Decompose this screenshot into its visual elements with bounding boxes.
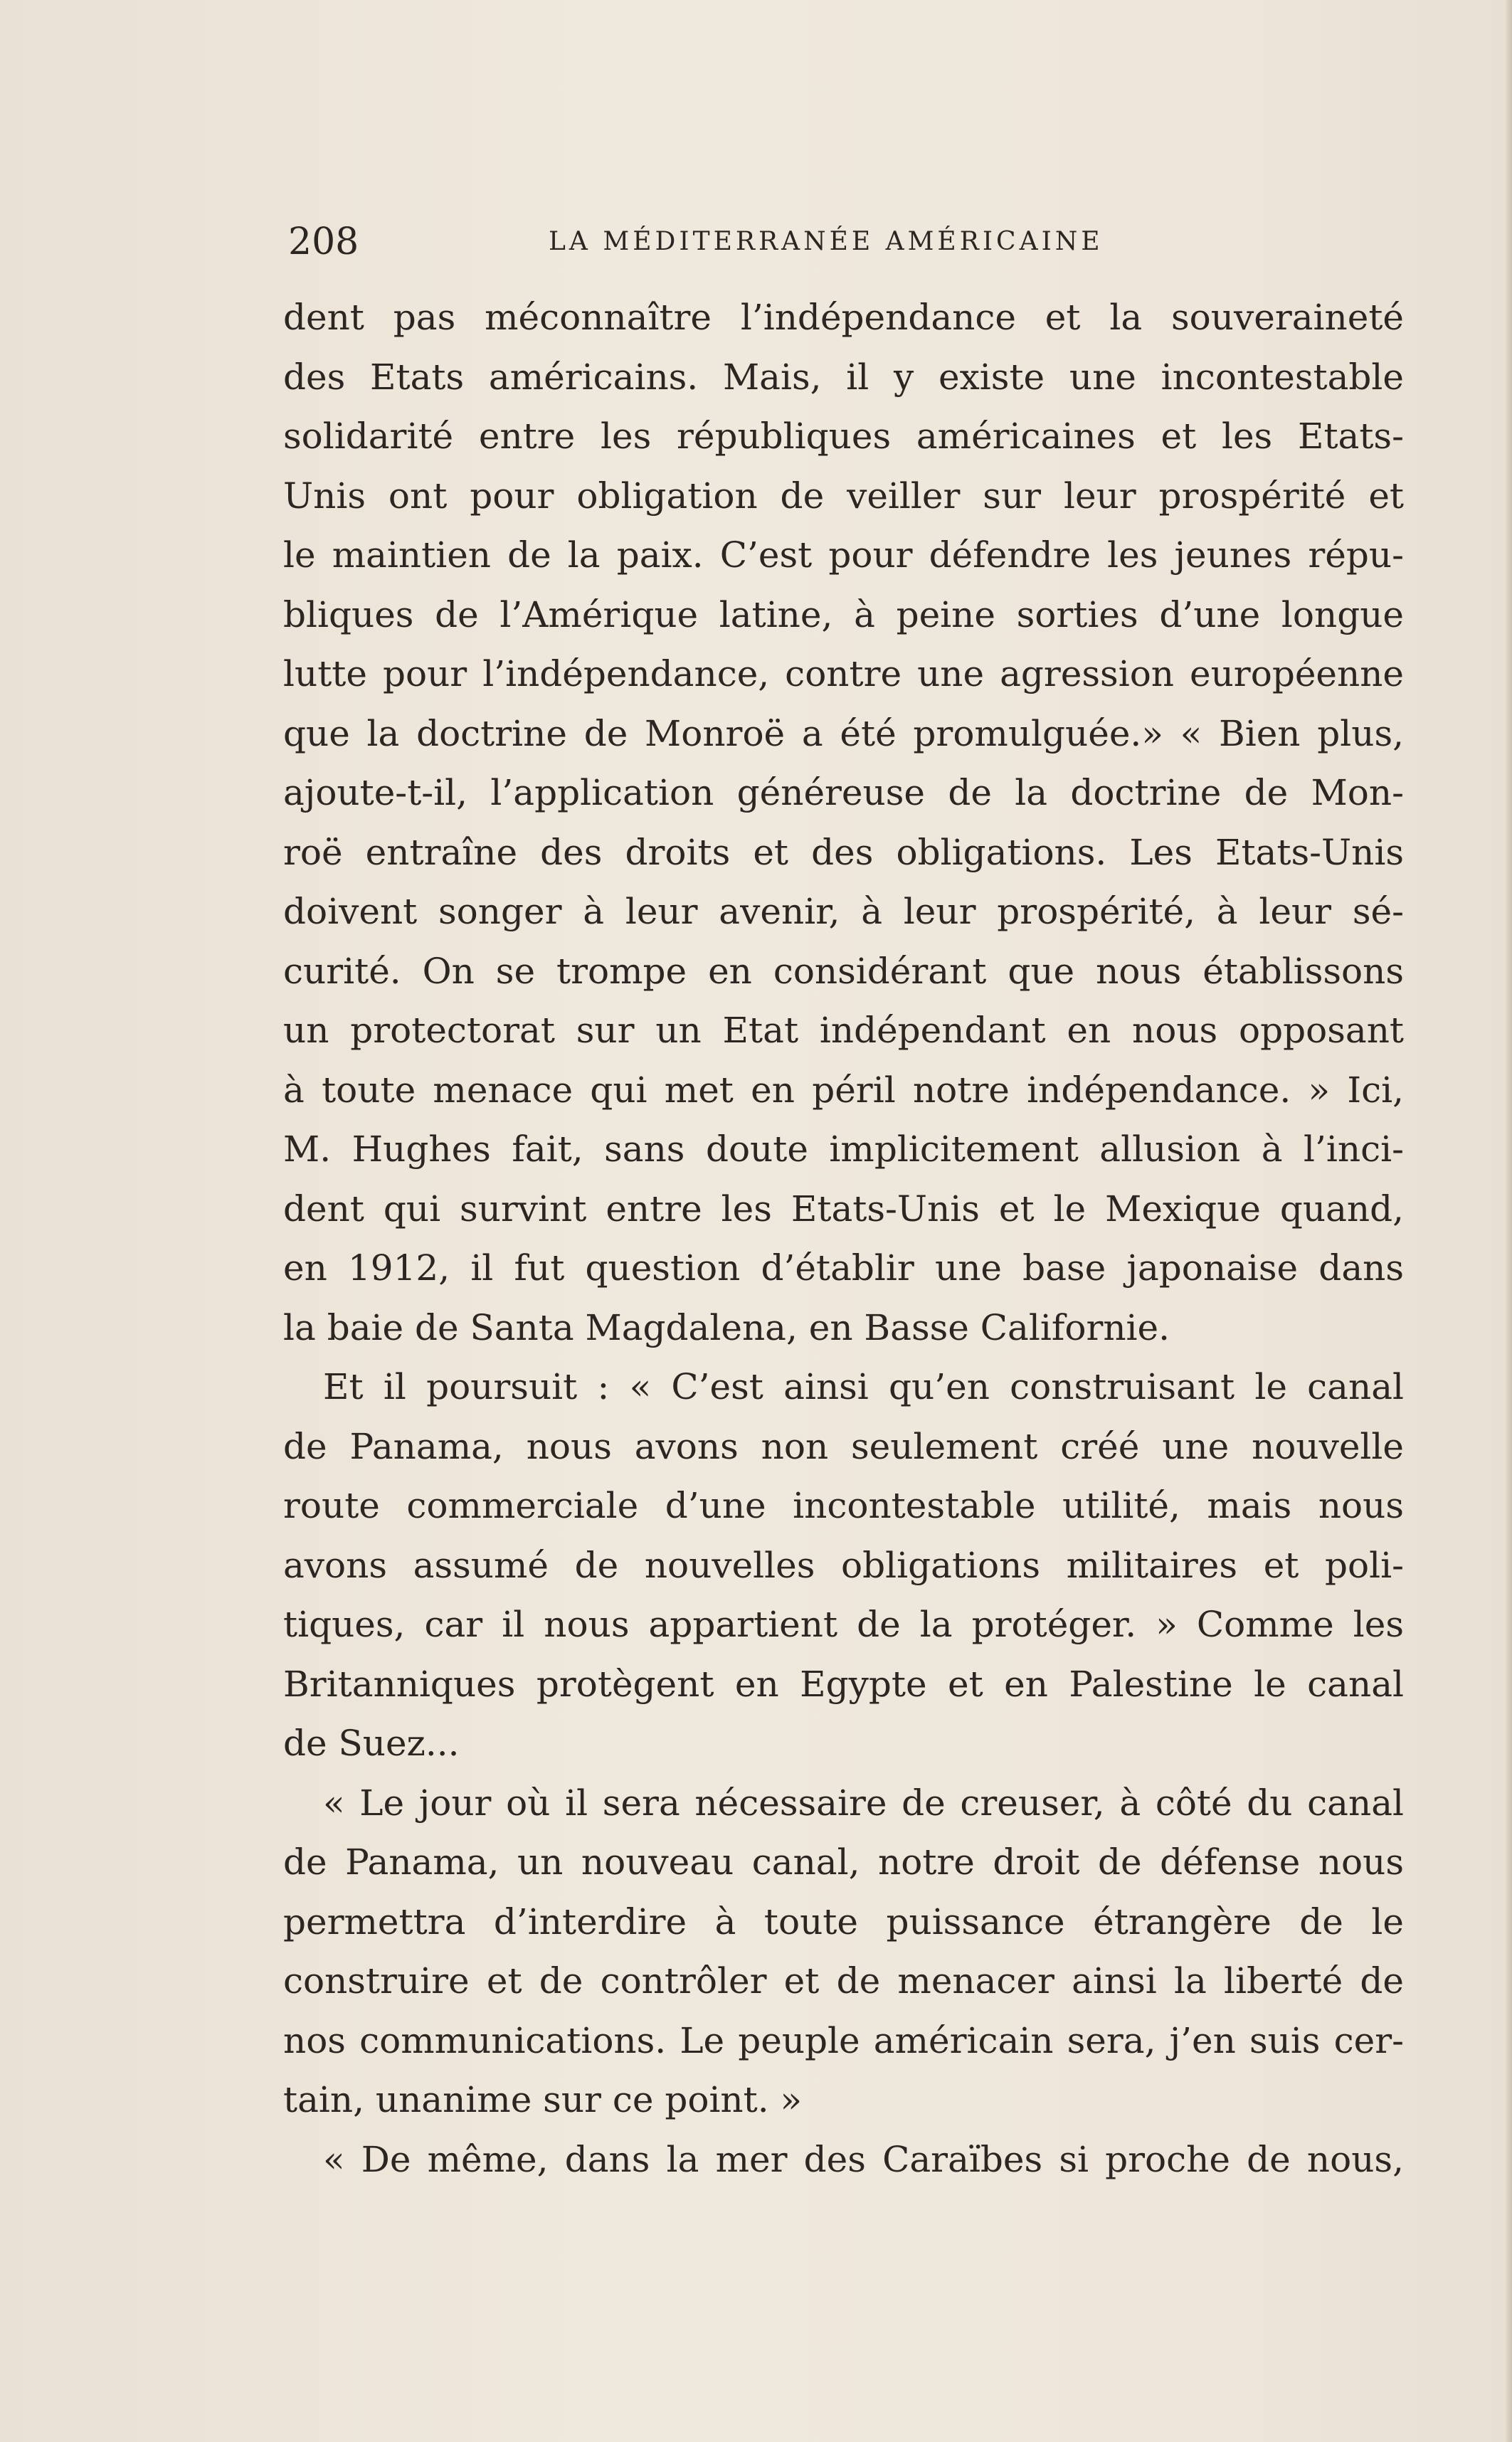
text-line: bliques de l’Amérique latine, à peine sorties d’une longue <box>283 593 1404 635</box>
text-line: de Panama, nous avons non seulement créé une nouvelle <box>283 1425 1404 1467</box>
text-line: en 1912, il fut question d’établir une base japonaise dans <box>283 1247 1404 1289</box>
text-line: Et il poursuit : « C’est ainsi qu’en construisant le canal <box>323 1366 1404 1407</box>
text-line: « De même, dans la mer des Caraïbes si proche de nous, <box>323 2138 1404 2180</box>
text-line: tiques, car il nous appartient de la protéger. » Comme les <box>283 1604 1404 1645</box>
text-line: construire et de contrôler et de menacer ainsi la liberté de <box>283 1960 1404 2002</box>
text-line: doivent songer à leur avenir, à leur prospérité, à leur sé- <box>283 891 1404 932</box>
text-line: permettra d’interdire à toute puissance étrangère de le <box>283 1901 1404 1942</box>
text-line: « Le jour où il sera nécessaire de creuser, à côté du canal <box>323 1782 1404 1824</box>
text-line: la baie de Santa Magdalena, en Basse Californie. <box>283 1306 1170 1348</box>
text-line: des Etats américains. Mais, il y existe une incontestable <box>283 356 1404 398</box>
page-edge-shadow <box>1505 0 1512 2442</box>
running-title: LA MÉDITERRANÉE AMÉRICAINE <box>549 227 1104 256</box>
text-line: dent pas méconnaître l’indépendance et la souveraineté <box>283 297 1404 338</box>
text-line: lutte pour l’indépendance, contre une agression européenne <box>283 653 1404 694</box>
text-line: un protectorat sur un Etat indépendant en nous opposant <box>283 1010 1404 1051</box>
text-line: route commerciale d’une incontestable utilité, mais nous <box>283 1485 1404 1526</box>
text-line: Unis ont pour obligation de veiller sur leur prospérité et <box>283 475 1404 517</box>
text-line: de Panama, un nouveau canal, notre droit de défense nous <box>283 1841 1404 1883</box>
text-line: de Suez... <box>283 1723 460 1764</box>
text-line: curité. On se trompe en considérant que nous établissons <box>283 950 1404 992</box>
page-number: 208 <box>288 221 359 263</box>
text-line: tain, unanime sur ce point. » <box>283 2079 803 2120</box>
text-line: roë entraîne des droits et des obligations. Les Etats-Unis <box>283 831 1404 873</box>
text-line: nos communications. Le peuple américain sera, j’en suis cer- <box>283 2019 1404 2061</box>
text-line: Britanniques protègent en Egypte et en Palestine le canal <box>283 1663 1404 1705</box>
text-line: ajoute-t-il, l’application généreuse de la doctrine de Mon- <box>283 772 1404 813</box>
text-line: solidarité entre les républiques américaines et les Etats- <box>283 416 1404 457</box>
text-line: que la doctrine de Monroë a été promulguée.» « Bien plus, <box>283 712 1404 754</box>
text-line: M. Hughes fait, sans doute implicitement allusion à l’inci- <box>283 1128 1404 1170</box>
text-line: à toute menace qui met en péril notre indépendance. » Ici, <box>283 1069 1404 1111</box>
text-line: avons assumé de nouvelles obligations militaires et poli- <box>283 1544 1404 1586</box>
text-line: dent qui survint entre les Etats-Unis et le Mexique quand, <box>283 1188 1404 1230</box>
text-line: le maintien de la paix. C’est pour défendre les jeunes répu- <box>283 534 1404 576</box>
body-text <box>283 288 1404 2189</box>
running-header <box>288 213 1398 270</box>
